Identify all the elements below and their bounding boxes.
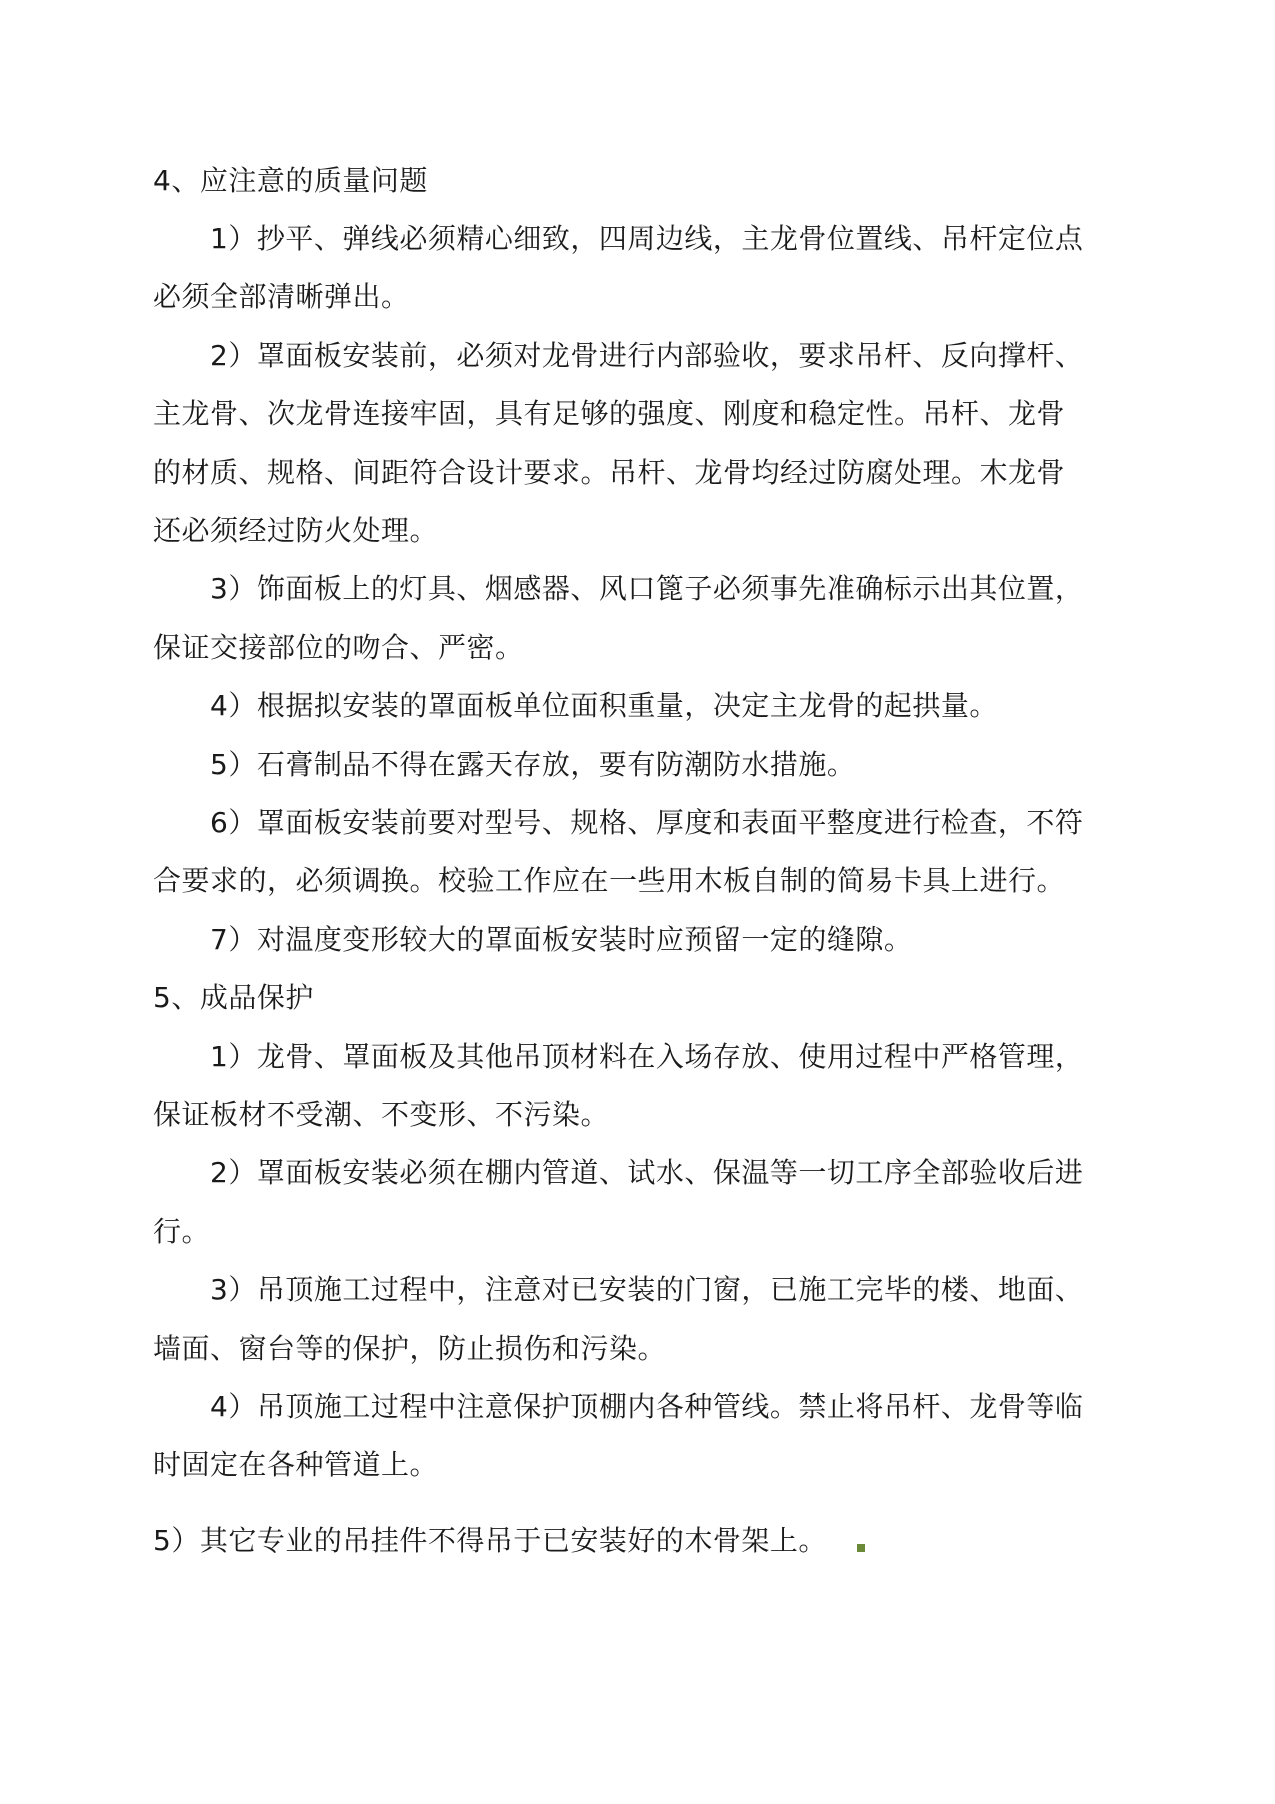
s4-item-2-line-4: 还必须经过防火处理。 — [153, 514, 439, 547]
section-5-heading: 5、成品保护 — [153, 981, 314, 1014]
s4-item-1-line-2: 必须全部清晰弹出。 — [153, 280, 410, 313]
s4-item-2-line-1: 2）罩面板安装前，必须对龙骨进行内部验收，要求吊杆、反向撑杆、 — [210, 339, 1084, 372]
s5-item-4-line-1: 4）吊顶施工过程中注意保护顶棚内各种管线。禁止将吊杆、龙骨等临 — [210, 1390, 1084, 1423]
s4-item-2-line-3: 的材质、规格、间距符合设计要求。吊杆、龙骨均经过防腐处理。木龙骨 — [153, 456, 1066, 489]
s5-item-3-line-1: 3）吊顶施工过程中，注意对已安装的门窗，已施工完毕的楼、地面、 — [210, 1273, 1084, 1306]
s5-item-3-line-2: 墙面、窗台等的保护，防止损伤和污染。 — [153, 1332, 667, 1365]
s4-item-3-line-1: 3）饰面板上的灯具、烟感器、风口篦子必须事先准确标示出其位置， — [210, 572, 1084, 605]
s5-item-1-line-1: 1）龙骨、罩面板及其他吊顶材料在入场存放、使用过程中严格管理， — [210, 1040, 1084, 1073]
s5-item-1-line-2: 保证板材不受潮、不变形、不污染。 — [153, 1098, 610, 1131]
section-4-heading: 4、应注意的质量问题 — [153, 164, 428, 197]
s4-item-4: 4）根据拟安装的罩面板单位面积重量，决定主龙骨的起拱量。 — [210, 689, 998, 722]
s4-item-6-line-2: 合要求的，必须调换。校验工作应在一些用木板自制的简易卡具上进行。 — [153, 864, 1066, 897]
s4-item-2-line-2: 主龙骨、次龙骨连接牢固，具有足够的强度、刚度和稳定性。吊杆、龙骨 — [153, 397, 1066, 430]
s5-item-4-line-2: 时固定在各种管道上。 — [153, 1448, 439, 1481]
s4-item-6-line-1: 6）罩面板安装前要对型号、规格、厚度和表面平整度进行检查，不符 — [210, 806, 1084, 839]
s4-item-5: 5）石膏制品不得在露天存放，要有防潮防水措施。 — [210, 748, 856, 781]
s5-item-2-line-2: 行。 — [153, 1215, 211, 1248]
s4-item-1-line-1: 1）抄平、弹线必须精心细致，四周边线，主龙骨位置线、吊杆定位点 — [210, 222, 1084, 255]
scan-artifact-mark — [857, 1544, 865, 1552]
s5-item-2-line-1: 2）罩面板安装必须在棚内管道、试水、保温等一切工序全部验收后进 — [210, 1156, 1084, 1189]
s5-item-5: 5）其它专业的吊挂件不得吊于已安装好的木骨架上。 — [153, 1524, 827, 1557]
s4-item-3-line-2: 保证交接部位的吻合、严密。 — [153, 631, 524, 664]
s4-item-7: 7）对温度变形较大的罩面板安装时应预留一定的缝隙。 — [210, 923, 913, 956]
